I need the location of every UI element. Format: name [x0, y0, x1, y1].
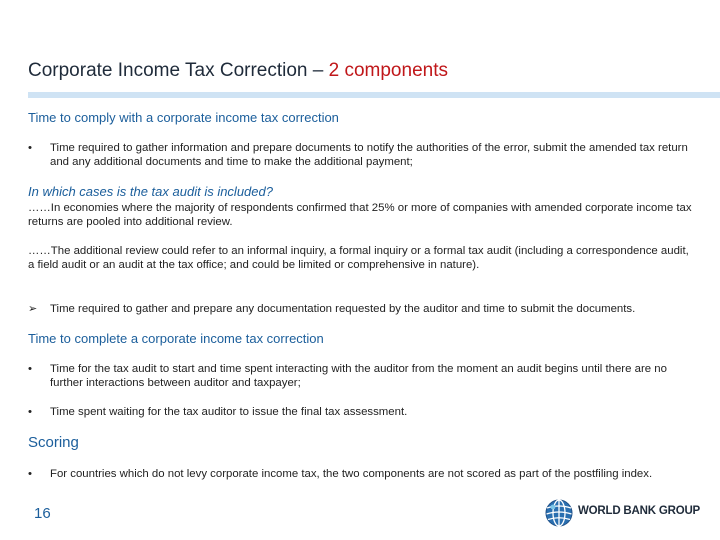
globe-icon [544, 498, 574, 528]
audit-paragraph-2: ……The additional review could refer to an informal inquiry, a formal inquiry or a formal tax audit (including a correspondence audit, a field audit or an audit at the tax office; and could be limited or comprehensive in nature). [28, 245, 689, 271]
complete-bullet-1-text: Time for the tax audit to start and time spent interacting with the auditor from the moment an audit begins until there are no further interactions between auditor and taxpayer; [50, 363, 667, 389]
scoring-bullet-text: For countries which do not levy corporate income tax, the two components are not scored as part of the postfiling index. [50, 468, 653, 480]
slide-title [28, 60, 688, 82]
scoring-bullet [28, 467, 698, 481]
section-comply-heading: Time to comply with a corporate income tax correction [28, 110, 339, 125]
audit-arrow-text: Time required to gather and prepare any documentation requested by the auditor and time to submit the documents. [50, 303, 636, 315]
audit-paragraph-1: ……In economies where the majority of respondents confirmed that 25% or more of companies with amended corporate income tax returns are pooled into additional review. [28, 202, 692, 228]
slide-title-accent: 2 components [328, 60, 448, 81]
bullet-dot: • [28, 363, 32, 375]
complete-bullet-1 [28, 362, 698, 390]
complete-bullet-2 [28, 405, 698, 419]
section-complete-heading: Time to complete a corporate income tax correction [28, 331, 324, 346]
comply-bullet-text: Time required to gather information and prepare documents to notify the authorities of the error, submit the amended tax return and any additional documents and time to make the additional payment; [50, 142, 688, 168]
bullet-dot: • [28, 468, 32, 480]
audit-arrow-item [28, 302, 698, 316]
world-bank-logo [544, 498, 704, 526]
audit-question: In which cases is the tax audit is included? [28, 184, 273, 199]
complete-bullet-2-text: Time spent waiting for the tax auditor to issue the final tax assessment. [50, 406, 408, 418]
title-underline [28, 92, 720, 98]
logo-text: WORLD BANK GROUP [578, 505, 701, 517]
bullet-dot: • [28, 406, 32, 418]
arrow-icon: ➢ [28, 303, 38, 315]
page-number: 16 [34, 505, 51, 522]
comply-bullet [28, 141, 698, 169]
bullet-dot: • [28, 142, 32, 154]
slide-title-main: Corporate Income Tax Correction – [28, 60, 329, 81]
section-scoring-heading: Scoring [28, 434, 79, 451]
